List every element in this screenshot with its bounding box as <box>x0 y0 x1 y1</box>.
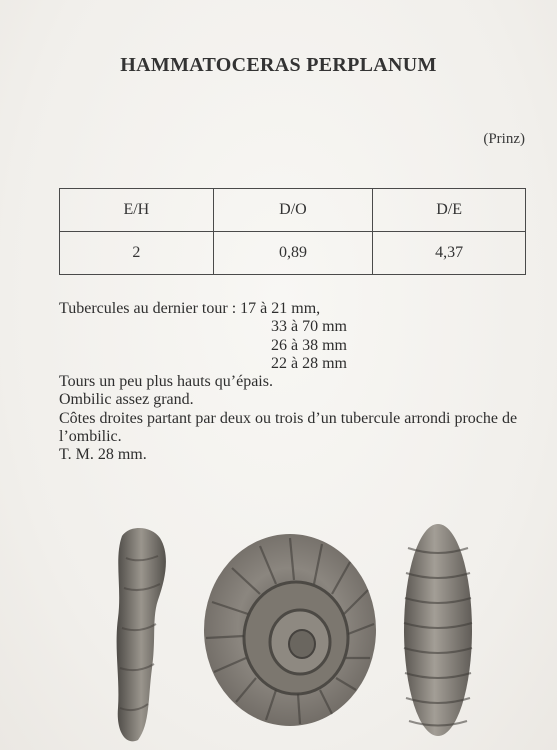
ammonite-photo <box>100 518 480 748</box>
ammonite-ventral-view <box>404 524 472 736</box>
description-line: T. M. 28 mm. <box>59 446 147 464</box>
table-header-cell: E/H <box>60 189 214 232</box>
ammonite-side-view-left <box>117 528 166 741</box>
table-cell: 0,89 <box>213 232 373 275</box>
table-cell: 4,37 <box>373 232 526 275</box>
author-name: (Prinz) <box>483 131 525 147</box>
table-header-row <box>60 189 526 232</box>
description-line: 33 à 70 mm <box>271 318 347 336</box>
description-line: Tours un peu plus hauts qu’épais. <box>59 373 273 391</box>
description-line: Tubercules au dernier tour : 17 à 21 mm, <box>59 300 321 317</box>
description-line: Ombilic assez grand. <box>59 391 194 409</box>
description-line: 22 à 28 mm <box>271 354 347 372</box>
description-line: Côtes droites partant par deux ou trois d’un tubercule arrondi proche de l’ombilic. <box>59 409 518 446</box>
table-header-cell: D/O <box>213 189 373 232</box>
species-title: HAMMATOCERAS PERPLANUM <box>120 54 437 76</box>
table-cell: 2 <box>60 232 214 275</box>
table-header-cell: D/E <box>373 189 526 232</box>
description-line: 26 à 38 mm <box>271 336 347 354</box>
description-text <box>59 300 539 465</box>
table-row <box>60 232 526 275</box>
measurement-table <box>59 188 526 275</box>
ammonite-lateral-view <box>204 534 376 726</box>
